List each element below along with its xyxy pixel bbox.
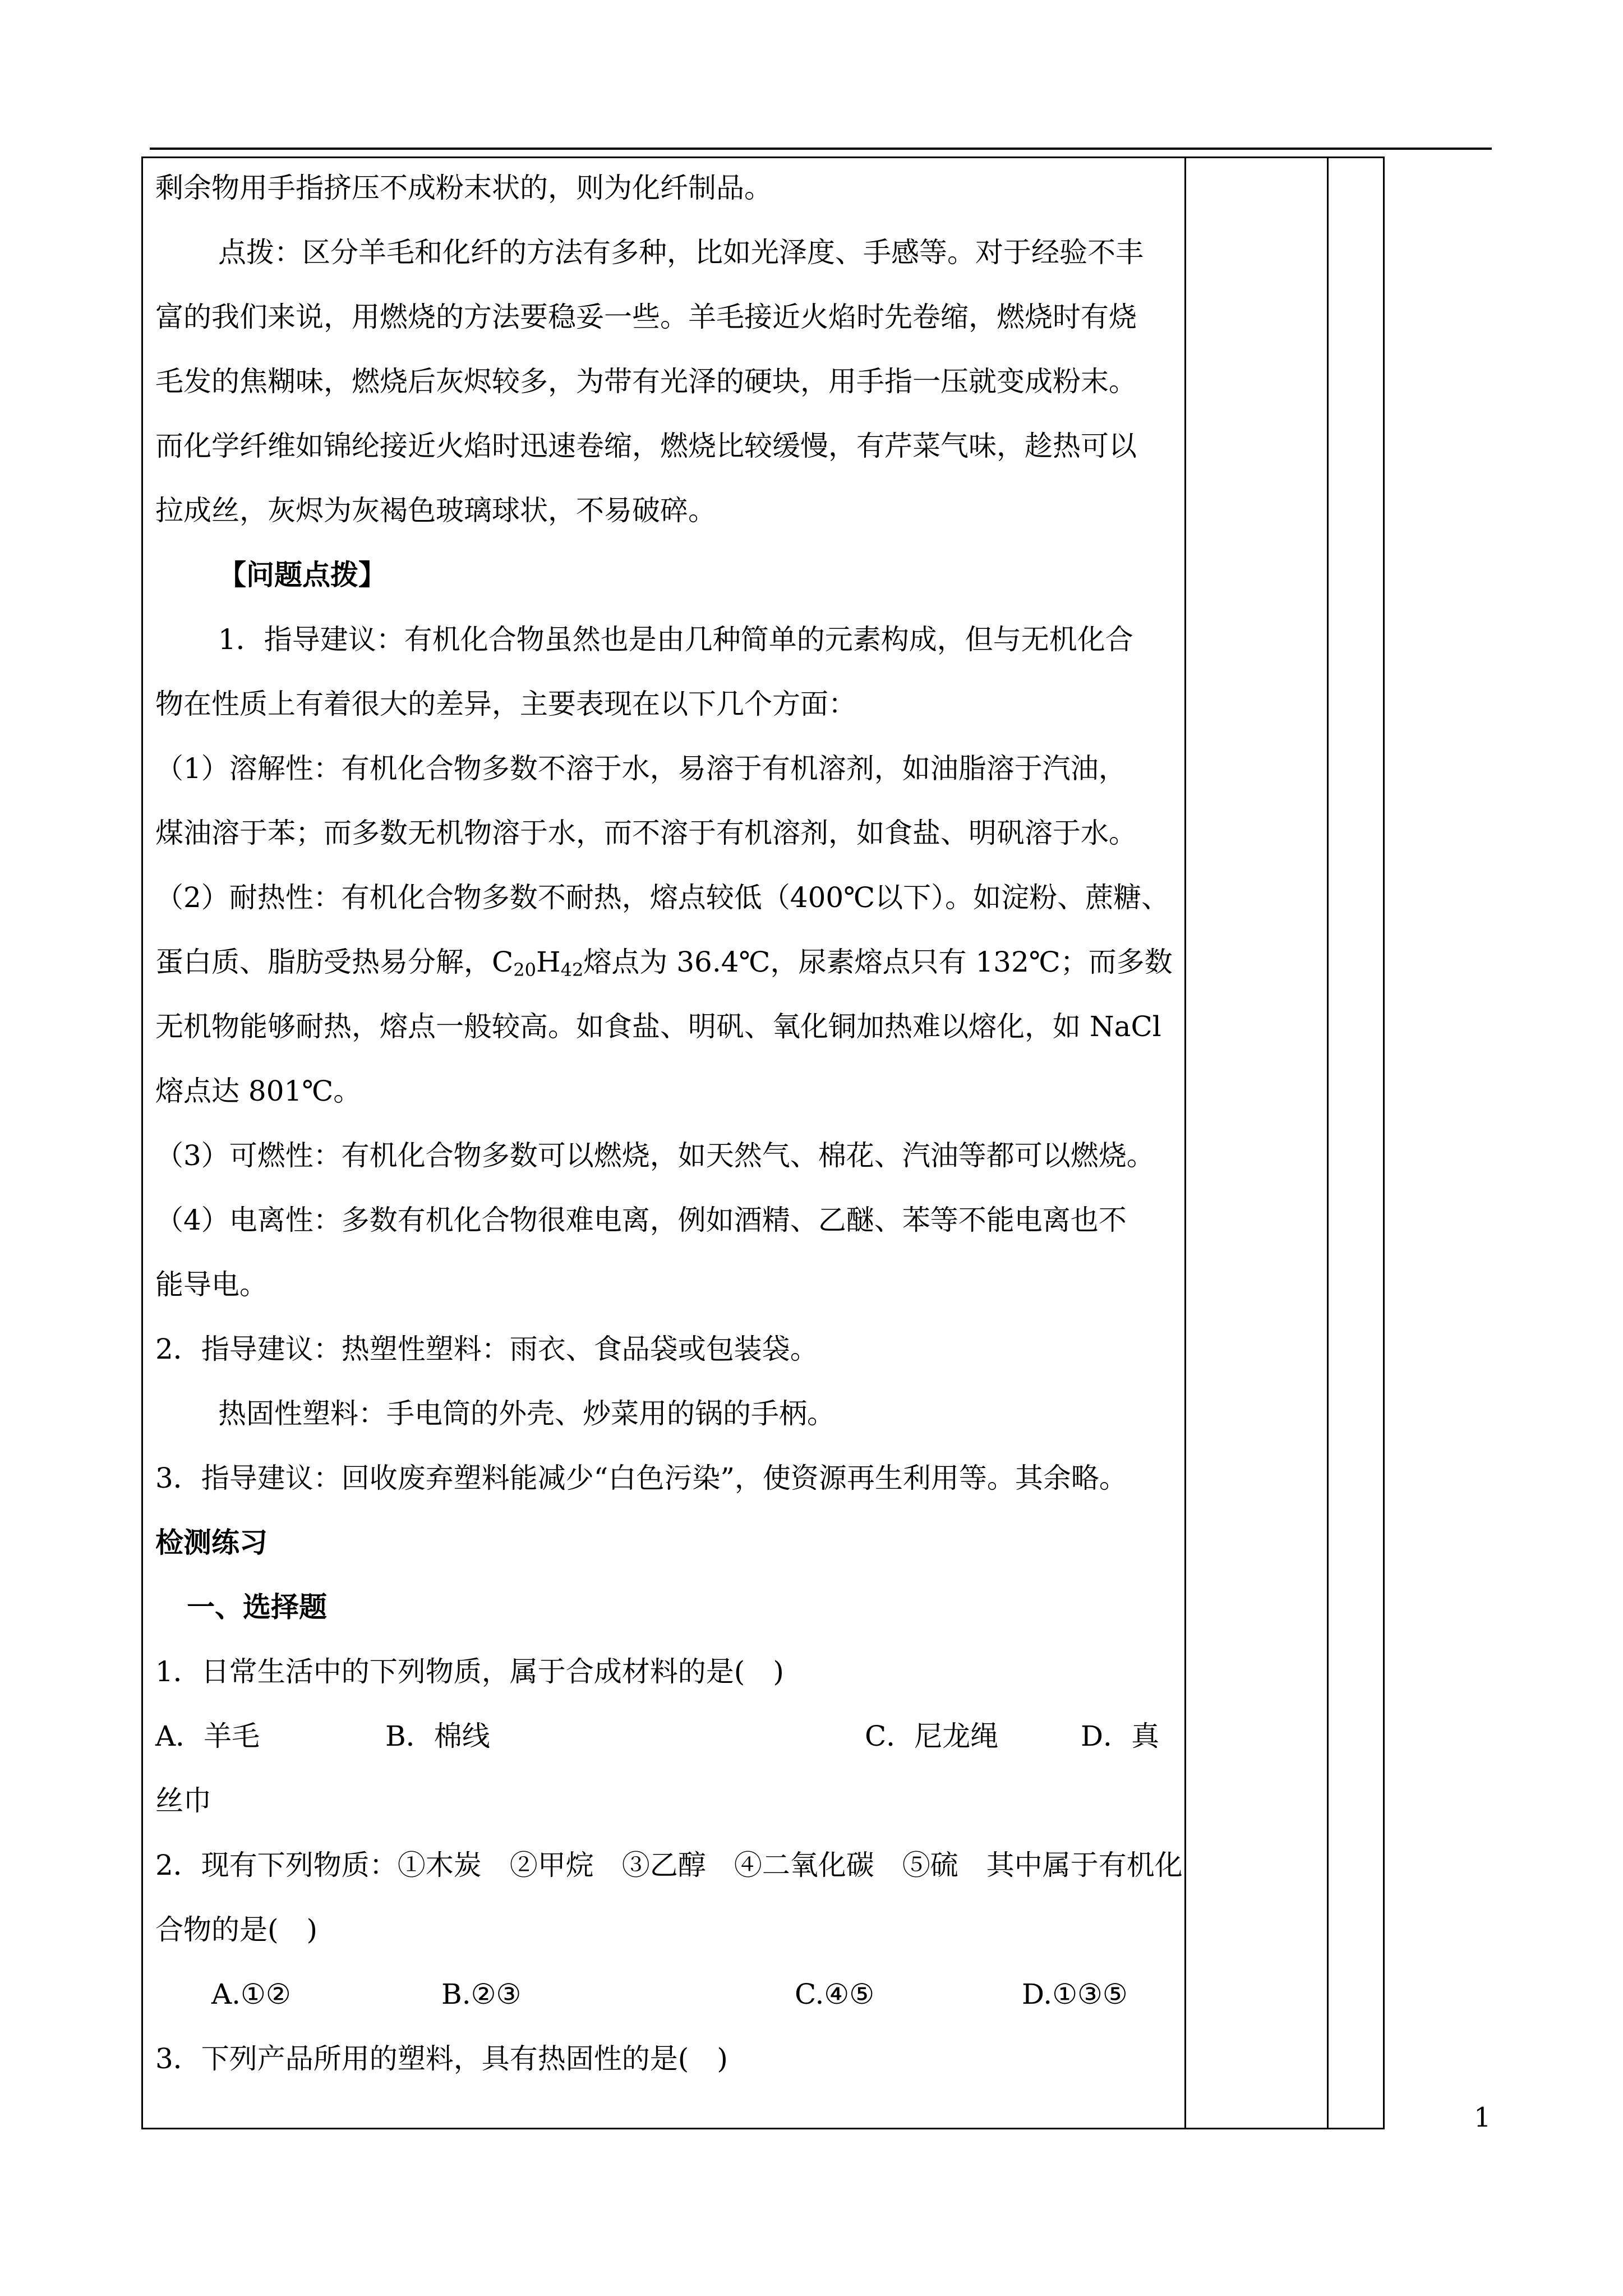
section-heading: 【问题点拨】 <box>218 558 386 591</box>
option-a: A.①② <box>211 1978 291 2010</box>
text-line: 毛发的焦糊味，燃烧后灰烬较多，为带有光泽的硬块，用手指一压就变成粉末。 <box>155 365 1137 398</box>
option-c: C.④⑤ <box>795 1978 875 2010</box>
text-line: 熔点达 801℃。 <box>155 1075 362 1107</box>
table-column-divider-1 <box>1184 157 1186 2129</box>
text-line: 煤油溶于苯；而多数无机物溶于水，而不溶于有机溶剂，如食盐、明矾溶于水。 <box>155 817 1137 849</box>
option-d: D.①③⑤ <box>1022 1978 1128 2010</box>
subsection-heading: 一、选择题 <box>187 1590 327 1623</box>
text-segment: 蛋白质、脂肪受热易分解，C <box>155 946 514 978</box>
text-line: （3）可燃性：有机化合物多数可以燃烧，如天然气、棉花、汽油等都可以燃烧。 <box>155 1139 1155 1172</box>
option-a: A．羊毛 <box>155 1720 260 1752</box>
text-line: （2）耐热性：有机化合物多数不耐热，熔点较低（400℃以下）。如淀粉、蔗糖、 <box>155 881 1170 914</box>
text-line: 1．指导建议：有机化合物虽然也是由几种简单的元素构成，但与无机化合 <box>218 623 1133 656</box>
text-line: 拉成丝，灰烬为灰褐色玻璃球状，不易破碎。 <box>155 494 716 527</box>
option-continuation: 丝巾 <box>155 1784 211 1817</box>
text-line: （4）电离性：多数有机化合物很难电离，例如酒精、乙醚、苯等不能电离也不 <box>155 1204 1127 1236</box>
subscript: 42 <box>560 959 584 981</box>
text-line: 而化学纤维如锦纶接近火焰时迅速卷缩，燃烧比较缓慢，有芹菜气味，趁热可以 <box>155 430 1137 462</box>
option-b: B．棉线 <box>385 1720 490 1752</box>
option-b: B.②③ <box>441 1978 522 2010</box>
question-2-continuation: 合物的是( ) <box>155 1913 318 1946</box>
question-2: 2．现有下列物质：①木炭 ②甲烷 ③乙醇 ④二氧化碳 ⑤硫 其中属于有机化 <box>155 1849 1183 1881</box>
page-number: 1 <box>1474 2102 1491 2133</box>
text-line: 3．指导建议：回收废弃塑料能减少“白色污染”，使资源再生利用等。其余略。 <box>155 1462 1127 1494</box>
question-1: 1．日常生活中的下列物质，属于合成材料的是( ) <box>155 1655 784 1688</box>
option-c: C．尼龙绳 <box>865 1720 999 1752</box>
text-segment: H <box>536 946 561 978</box>
text-line: 点拨：区分羊毛和化纤的方法有多种，比如光泽度、手感等。对于经验不丰 <box>218 236 1144 269</box>
text-line: 富的我们来说，用燃烧的方法要稳妥一些。羊毛接近火焰时先卷缩，燃烧时有烧 <box>155 301 1137 333</box>
text-line: 物在性质上有着很大的差异，主要表现在以下几个方面： <box>155 688 856 720</box>
subscript: 20 <box>513 959 536 981</box>
text-line: （1）溶解性：有机化合物多数不溶于水，易溶于有机溶剂，如油脂溶于汽油， <box>155 752 1127 785</box>
question-3: 3．下列产品所用的塑料，具有热固性的是( ) <box>155 2042 728 2075</box>
text-line: 剩余物用手指挤压不成粉末状的，则为化纤制品。 <box>155 172 772 204</box>
section-heading: 检测练习 <box>155 1526 268 1559</box>
question-2-options <box>155 1966 1170 2022</box>
table-column-divider-2 <box>1327 157 1329 2129</box>
option-d: D．真 <box>1081 1720 1160 1752</box>
text-line: 2．指导建议：热塑性塑料：雨衣、食品袋或包装袋。 <box>155 1333 818 1365</box>
header-rule <box>150 148 1492 150</box>
question-1-options <box>155 1708 1170 1764</box>
text-line-with-formula <box>155 934 1173 990</box>
text-line: 无机物能够耐热，熔点一般较高。如食盐、明矾、氧化铜加热难以熔化，如 NaCl <box>155 1010 1161 1043</box>
text-segment: 熔点为 36.4℃，尿素熔点只有 132℃；而多数 <box>583 946 1173 978</box>
text-line: 能导电。 <box>155 1268 268 1301</box>
text-line: 热固性塑料：手电筒的外壳、炒菜用的锅的手柄。 <box>218 1397 835 1430</box>
